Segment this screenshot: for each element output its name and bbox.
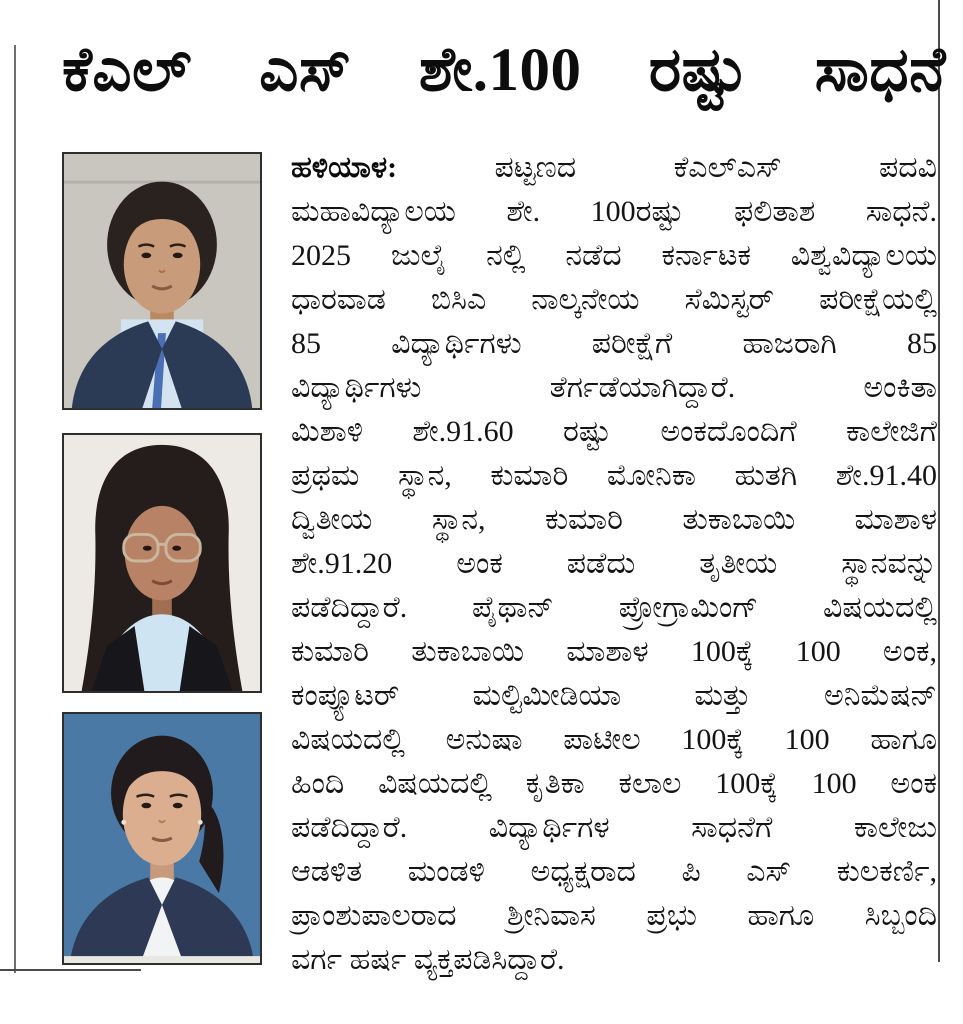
left-eye <box>143 546 152 551</box>
left-eye <box>141 803 151 809</box>
student-portrait-illustration <box>64 714 260 963</box>
article-line: ಹಿಂದಿ ವಿಷಯದಲ್ಲಿ ಕೃತಿಕಾ ಕಲಾಲ 100ಕ್ಕೆ 100 ಅಂಕ <box>291 767 937 800</box>
column-rule-left <box>14 45 16 973</box>
right-earring <box>198 820 203 825</box>
face <box>124 215 200 313</box>
article-line: ಕುಮಾರಿ ತುಕಾಬಾಯಿ ಮಾಶಾಳ 100ಕ್ಕೆ 100 ಅಂಕ, <box>291 635 937 668</box>
article-line: ಪಡೆದಿದ್ದಾರೆ. ವಿದ್ಯಾರ್ಥಿಗಳ ಸಾಧನೆಗೆ ಕಾಲೇಜು <box>291 811 937 844</box>
article-line: ಧಾರವಾಡ ಬಿಸಿಎ ನಾಲ್ಕನೇಯ ಸೆಮಿಸ್ಟರ್ ಪರೀಕ್ಷೆಯಲ್ಲಿ <box>291 283 937 316</box>
article-line: ವರ್ಗ ಹರ್ಷ ವ್ಯಕ್ತಪಡಿಸಿದ್ದಾರೆ. <box>291 943 565 976</box>
photo-bottom-margin <box>64 956 260 963</box>
student-photo-top <box>62 152 262 410</box>
article-line: ಪ್ರಾಂಶುಪಾಲರಾದ ಶ್ರೀನಿವಾಸ ಪ್ರಭು ಹಾಗೂ ಸಿಬ್ಬಂದಿ <box>291 899 937 932</box>
article-line: ವಿಷಯದಲ್ಲಿ ಅನುಷಾ ಪಾಟೀಲ 100ಕ್ಕೆ 100 ಹಾಗೂ <box>291 723 937 756</box>
article-text <box>291 146 937 982</box>
article-line: ಪಡೆದಿದ್ದಾರೆ. ಪೈಥಾನ್ ಪ್ರೋಗ್ರಾಮಿಂಗ್ ವಿಷಯದಲ್ಲಿ <box>291 591 937 624</box>
article-line: ಕಂಪ್ಯೂಟರ್ ಮಲ್ಟಿಮೀಡಿಯಾ ಮತ್ತು ಅನಿಮೆಷನ್ <box>291 679 937 712</box>
article-line: ಪ್ರಥಮ ಸ್ಥಾನ, ಕುಮಾರಿ ಮೋನಿಕಾ ಹುತಗಿ ಶೇ.91.40 <box>291 459 937 492</box>
article-bottom-rule <box>0 969 141 971</box>
left-eye <box>141 253 151 259</box>
article-line: 85 ವಿದ್ಯಾರ್ಥಿಗಳು ಪರೀಕ್ಷೆಗೆ ಹಾಜರಾಗಿ 85 <box>291 327 937 360</box>
article-line: ವಿದ್ಯಾರ್ಥಿಗಳು ತೆರ್ಗಡೆಯಾಗಿದ್ದಾರೆ. ಅಂಕಿತಾ <box>291 371 937 404</box>
article-line: ಆಡಳಿತ ಮಂಡಳಿ ಅಧ್ಯಕ್ಷರಾದ ಪಿ ಎಸ್ ಕುಲಕರ್ಣಿ, <box>291 855 937 888</box>
right-eye <box>172 546 181 551</box>
student-photo-bottom <box>62 712 262 965</box>
left-earring <box>121 820 126 825</box>
headline: ಕೆಎಲ್ ಎಸ್ ಶೇ.100 ರಷ್ಟು ಸಾಧನೆ <box>62 37 946 104</box>
student-portrait-illustration <box>64 435 260 691</box>
face <box>125 506 199 601</box>
article-line: ದ್ವಿತೀಯ ಸ್ಥಾನ, ಕುಮಾರಿ ತುಕಾಬಾಯಿ ಮಾಶಾಳ <box>291 503 937 536</box>
student-photo-middle <box>62 433 262 693</box>
right-eye <box>173 253 183 259</box>
article-line: ಹಳಿಯಾಳ: ಪಟ್ಟಣದ ಕೆಎಲ್ಎಸ್ ಪದವಿ <box>291 151 937 184</box>
article-line: 2025 ಜುಲೈ ನಲ್ಲಿ ನಡೆದ ಕರ್ನಾಟಕ ವಿಶ್ವವಿದ್ಯಾಲಯ <box>291 239 937 272</box>
article-line: ಶೇ.91.20 ಅಂಕ ಪಡೆದು ತೃತೀಯ ಸ್ಥಾನವನ್ನು <box>291 547 937 580</box>
right-eye <box>173 803 183 809</box>
column-rule-right <box>938 0 940 962</box>
dateline: ಹಳಿಯಾಳ: <box>291 151 398 184</box>
article-lines <box>291 146 937 982</box>
article-line: ಮಿಶಾಳಿ ಶೇ.91.60 ರಷ್ಟು ಅಂಕದೊಂದಿಗೆ ಕಾಲೇಜಿಗೆ <box>291 415 937 448</box>
article-line: ಮಹಾವಿದ್ಯಾಲಯ ಶೇ. 100ರಷ್ಟು ಫಲಿತಾಶ ಸಾಧನೆ. <box>291 195 937 228</box>
student-portrait-illustration <box>64 154 260 408</box>
